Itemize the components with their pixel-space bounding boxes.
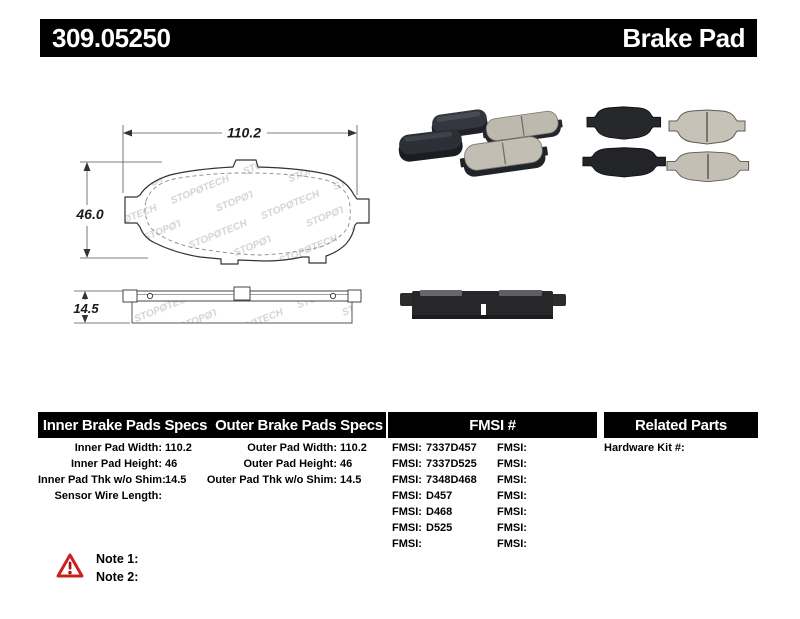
dimension-thickness-label: 14.5	[73, 301, 99, 316]
fmsi-row: FMSI: 7337D457 FMSI:	[392, 442, 527, 454]
related-parts-header	[604, 412, 758, 438]
product-photo-angled	[397, 108, 564, 178]
related-parts-column	[604, 441, 688, 457]
hardware-kit-row: Hardware Kit #:	[604, 442, 685, 454]
specs-table-header	[38, 412, 386, 438]
spec-row: Inner Pad Thk w/o Shim: 14.5	[38, 474, 187, 486]
related-parts-title: Related Parts	[635, 416, 727, 434]
warning-icon	[55, 552, 85, 580]
fmsi-table-header	[388, 412, 597, 438]
fmsi-row: FMSI: FMSI:	[392, 538, 527, 550]
inner-specs-title: Inner Brake Pads Specs	[42, 416, 208, 434]
fmsi-row: FMSI: D525 FMSI:	[392, 522, 527, 534]
outer-specs-column	[180, 441, 367, 489]
notes-section	[96, 550, 138, 586]
fmsi-row: FMSI: 7348D468 FMSI:	[392, 474, 527, 486]
fmsi-row: FMSI: D457 FMSI:	[392, 490, 527, 502]
dimension-width-label: 110.2	[227, 124, 261, 141]
product-photos	[385, 88, 775, 338]
product-photo-edge	[400, 290, 566, 319]
technical-drawing	[40, 85, 380, 365]
header-bar	[40, 19, 757, 57]
spec-row: Inner Pad Height: 46	[70, 458, 178, 470]
dimension-height-label: 46.0	[76, 206, 104, 222]
product-type-title: Brake Pad	[622, 22, 745, 53]
spec-row: Outer Pad Width: 110.2	[247, 442, 367, 454]
side-view-drawing	[123, 287, 361, 323]
fmsi-column	[392, 441, 531, 553]
fmsi-title: FMSI #	[469, 416, 516, 434]
note-1: Note 1:	[96, 552, 139, 566]
spec-row: Outer Pad Height: 46	[243, 458, 353, 470]
spec-row: Outer Pad Thk w/o Shim: 14.5	[206, 474, 362, 486]
outer-specs-title: Outer Brake Pads Specs	[215, 416, 383, 434]
spec-row: Sensor Wire Length:	[54, 490, 162, 502]
fmsi-row: FMSI: D468 FMSI:	[392, 506, 527, 518]
front-view-drawing	[125, 160, 369, 264]
part-number: 309.05250	[52, 22, 171, 53]
product-photo-flat	[583, 107, 749, 182]
inner-specs-column	[38, 441, 192, 505]
spec-row: Inner Pad Width: 110.2	[74, 442, 192, 454]
note-2: Note 2:	[96, 570, 139, 584]
fmsi-row: FMSI: 7337D525 FMSI:	[392, 458, 527, 470]
